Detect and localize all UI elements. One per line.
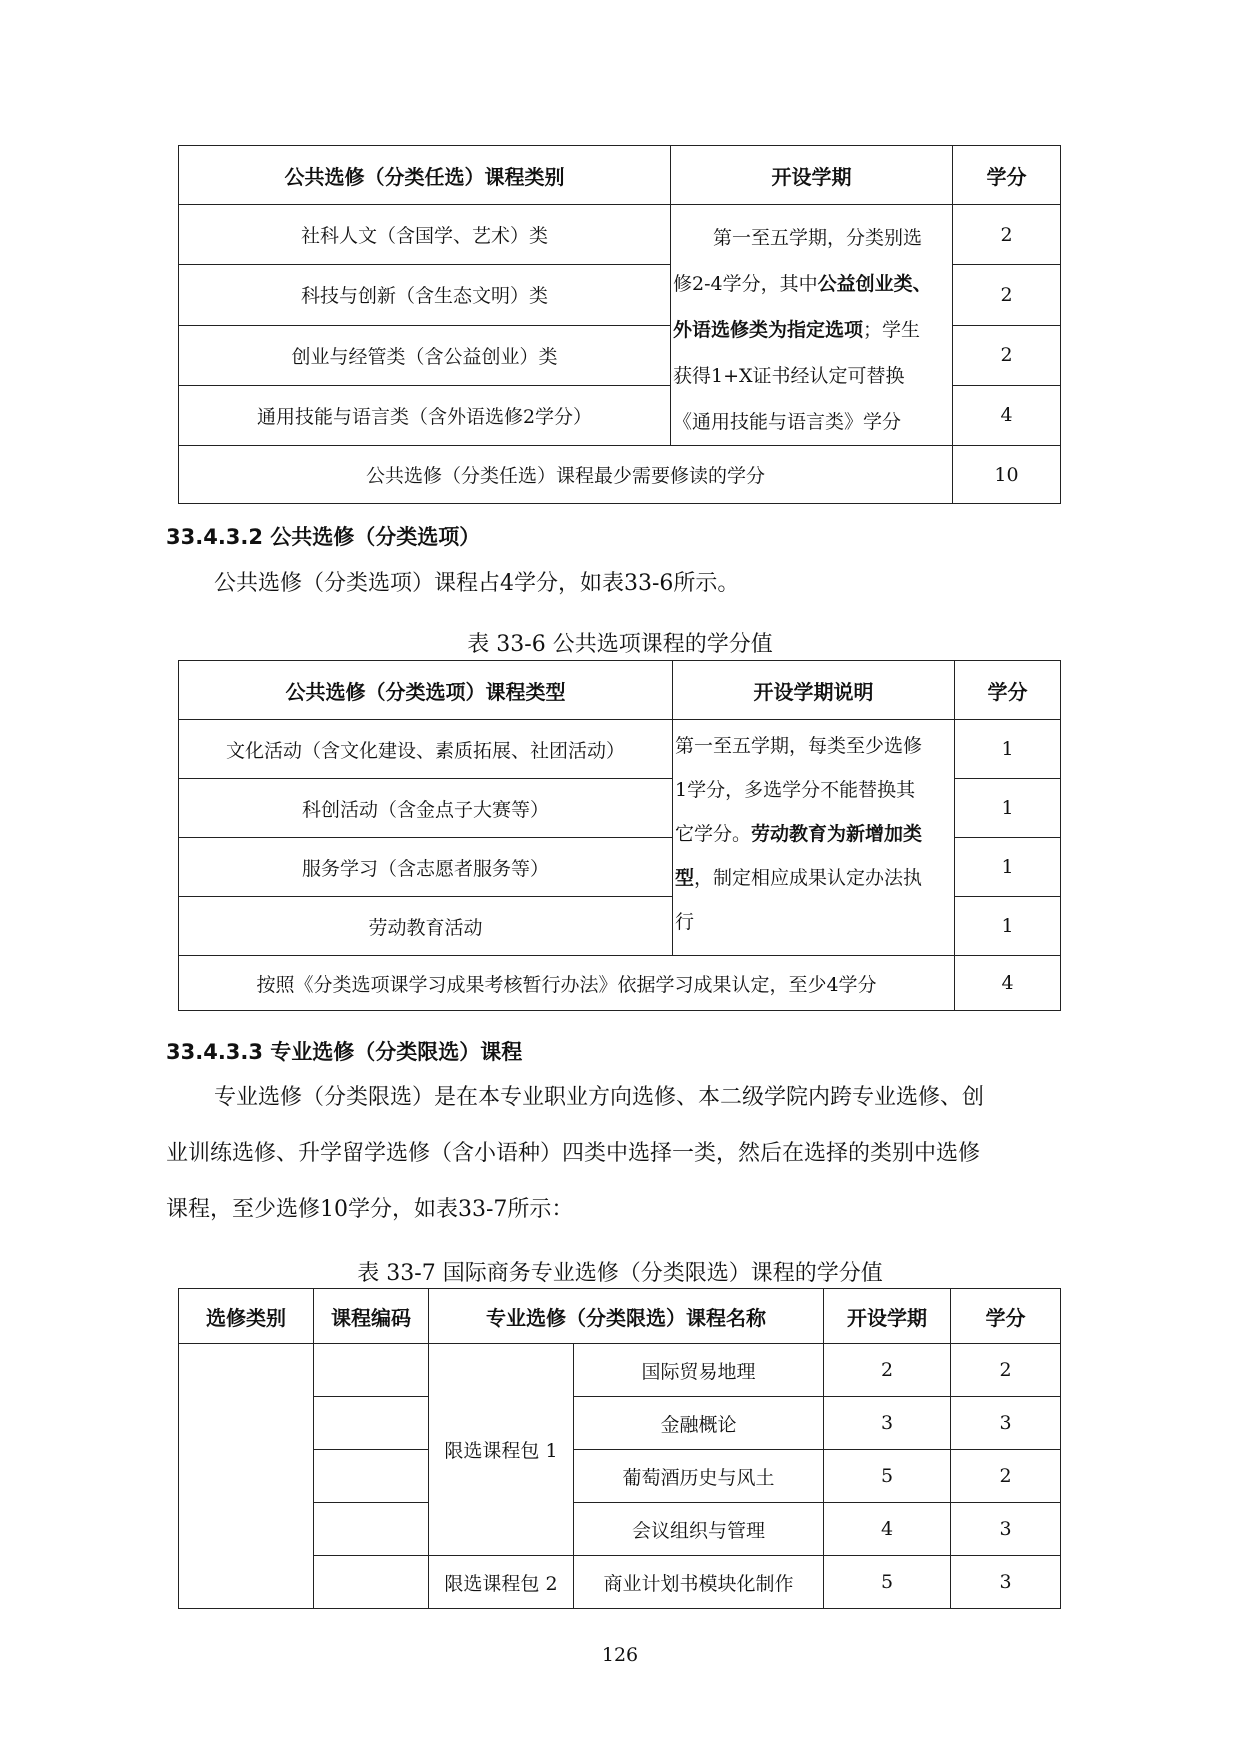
desc-line: 第一至五学期，每类至少选修 [675, 735, 923, 757]
footer-label: 按照《分类选项课学习成果考核暂行办法》依据学习成果认定，至少4学分 [179, 956, 955, 1011]
desc-bold-text: 公益创业类、 [817, 273, 932, 295]
desc-line [673, 307, 950, 353]
activity-name: 文化活动（含文化建设、素质拓展、社团活动） [179, 720, 673, 779]
course-code-cell [314, 1397, 429, 1450]
credit-value: 2 [953, 265, 1061, 325]
desc-text: 它学分。 [675, 823, 752, 845]
header-course-code: 课程编码 [314, 1289, 429, 1344]
category-name: 通用技能与语言类（含外语选修2学分） [179, 385, 671, 445]
desc-line: 行 [675, 911, 695, 933]
header-term: 开设学期 [671, 146, 953, 205]
course-code-cell [314, 1450, 429, 1503]
term-description [673, 720, 955, 956]
page-number: 126 [601, 1644, 639, 1666]
table-caption: 表 33-6 公共选项课程的学分值 [467, 632, 773, 657]
course-credit: 3 [951, 1556, 1061, 1609]
table-footer-row [179, 956, 1061, 1011]
paragraph-line: 课程，至少选修10学分，如表33-7所示： [166, 1197, 574, 1222]
category-name: 科技与创新（含生态文明）类 [179, 265, 671, 325]
course-name: 金融概论 [574, 1397, 824, 1450]
header-credit: 学分 [951, 1289, 1061, 1344]
desc-bold-text: 劳动教育为新增加类 [751, 823, 923, 845]
course-term: 3 [824, 1397, 951, 1450]
section-paragraph: 公共选修（分类选项）课程占4学分，如表33-6所示。 [214, 571, 740, 596]
table-footer-row [179, 446, 1061, 504]
section-paragraph [166, 1070, 1086, 1238]
header-term-note: 开设学期说明 [673, 661, 955, 720]
footer-label: 公共选修（分类任选）课程最少需要修读的学分 [179, 446, 953, 504]
table-row [179, 1344, 1061, 1397]
table-header-row [179, 146, 1061, 205]
desc-line [675, 856, 952, 900]
desc-line: 获得1+X证书经认定可替换 [673, 365, 905, 387]
package-label: 限选课程包 1 [429, 1344, 574, 1556]
section-heading: 33.4.3.3 专业选修（分类限选）课程 [166, 1040, 523, 1064]
desc-bold-text: 外语选修类为指定选项 [673, 319, 864, 341]
header-credit: 学分 [953, 146, 1061, 205]
desc-line [675, 812, 952, 856]
course-credit: 2 [951, 1344, 1061, 1397]
desc-text: ；学生 [863, 319, 921, 341]
header-credit: 学分 [955, 661, 1061, 720]
credit-value: 1 [955, 720, 1061, 779]
header-category: 公共选修（分类任选）课程类别 [179, 146, 671, 205]
desc-line: 《通用技能与语言类》学分 [673, 411, 902, 433]
term-description [671, 205, 953, 446]
paragraph-line: 专业选修（分类限选）是在本专业职业方向选修、本二级学院内跨专业选修、创 [214, 1085, 985, 1110]
header-elective-type: 选修类别 [179, 1289, 314, 1344]
course-term: 5 [824, 1556, 951, 1609]
elective-type-cell [179, 1344, 314, 1609]
desc-text: 修2-4学分，其中 [673, 273, 818, 295]
header-type: 公共选修（分类选项）课程类型 [179, 661, 673, 720]
paragraph-line: 业训练选修、升学留学选修（含小语种）四类中选择一类，然后在选择的类别中选修 [166, 1141, 981, 1166]
category-name: 创业与经管类（含公益创业）类 [179, 325, 671, 385]
section-heading: 33.4.3.2 公共选修（分类选项） [166, 525, 481, 549]
table-header-row [179, 1289, 1061, 1344]
course-term: 4 [824, 1503, 951, 1556]
package-label: 限选课程包 2 [429, 1556, 574, 1609]
desc-bold-text: 型 [675, 867, 695, 889]
desc-line: 1学分，多选学分不能替换其 [675, 779, 916, 801]
course-code-cell [314, 1344, 429, 1397]
credit-value: 1 [955, 779, 1061, 838]
table-elective-categories [178, 145, 1061, 504]
activity-name: 科创活动（含金点子大赛等） [179, 779, 673, 838]
desc-text: ，制定相应成果认定办法执 [694, 867, 923, 889]
table-elective-options [178, 660, 1061, 1011]
footer-credit: 4 [955, 956, 1061, 1011]
course-credit: 3 [951, 1397, 1061, 1450]
credit-value: 4 [953, 385, 1061, 445]
activity-name: 劳动教育活动 [179, 897, 673, 956]
course-term: 2 [824, 1344, 951, 1397]
credit-value: 2 [953, 325, 1061, 385]
credit-value: 2 [953, 205, 1061, 265]
course-name: 会议组织与管理 [574, 1503, 824, 1556]
course-code-cell [314, 1556, 429, 1609]
table-header-row [179, 661, 1061, 720]
desc-line [673, 261, 950, 307]
course-name: 商业计划书模块化制作 [574, 1556, 824, 1609]
activity-name: 服务学习（含志愿者服务等） [179, 838, 673, 897]
table-caption: 表 33-7 国际商务专业选修（分类限选）课程的学分值 [357, 1261, 883, 1286]
course-code-cell [314, 1503, 429, 1556]
desc-line: 第一至五学期，分类别选 [713, 227, 923, 249]
course-name: 葡萄酒历史与风土 [574, 1450, 824, 1503]
course-name: 国际贸易地理 [574, 1344, 824, 1397]
course-term: 5 [824, 1450, 951, 1503]
category-name: 社科人文（含国学、艺术）类 [179, 205, 671, 265]
course-credit: 2 [951, 1450, 1061, 1503]
header-course-name: 专业选修（分类限选）课程名称 [429, 1289, 824, 1344]
table-major-electives [178, 1288, 1061, 1609]
table-row [179, 720, 1061, 779]
footer-credit: 10 [953, 446, 1061, 504]
credit-value: 1 [955, 897, 1061, 956]
table-row [179, 205, 1061, 265]
header-term: 开设学期 [824, 1289, 951, 1344]
course-credit: 3 [951, 1503, 1061, 1556]
credit-value: 1 [955, 838, 1061, 897]
